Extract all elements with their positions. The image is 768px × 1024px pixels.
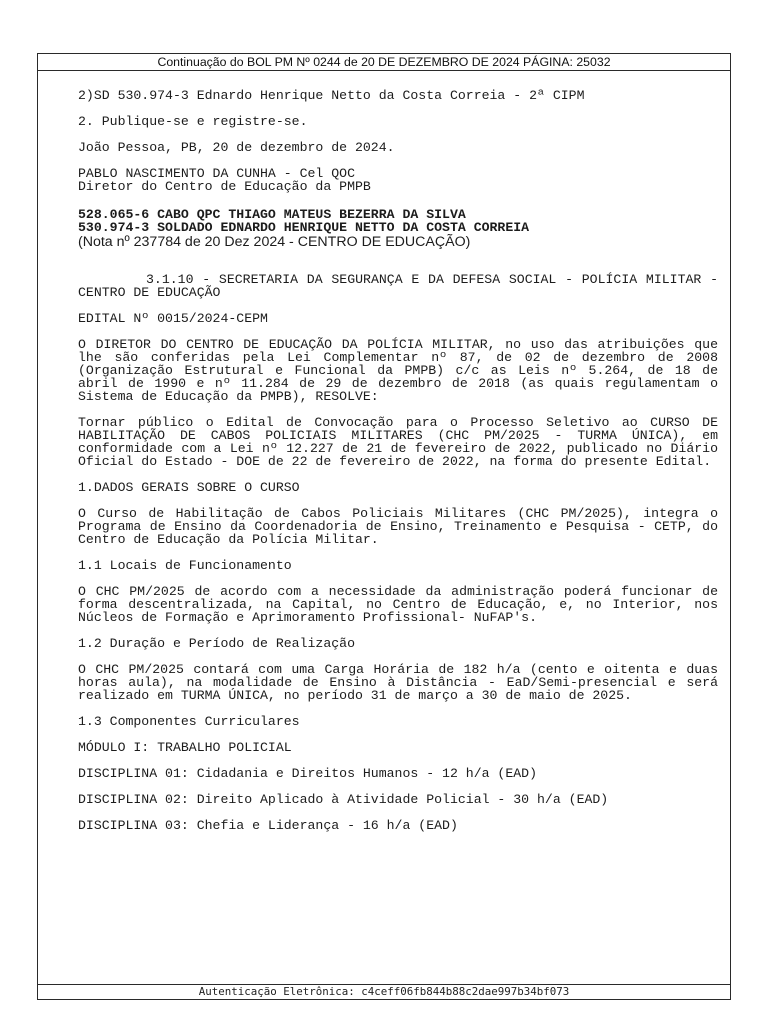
componentes-heading: 1.3 Componentes Curriculares — [78, 714, 300, 729]
disciplina-03: DISCIPLINA 03: Chefia e Liderança - 16 h/a (EAD) — [78, 818, 458, 833]
document-body — [78, 87, 718, 832]
place-date: João Pessoa, PB, 20 de dezembro de 2024. — [78, 140, 395, 155]
director-paragraph: O DIRETOR DO CENTRO DE EDUCAÇÃO DA POLÍCIA MILITAR, no uso das atribuições que lhe são conferidas pela Lei Complementar nº 87, de 02 de dezembro de 2008 (Organização Estrutural e Funcional da PMPB) c/c as Leis nº 5.264, de 18 de abril de 1990 e nº 11.284 de 29 de dezembro de 2018 (as quais regulamentam o Sistema de Educação da PMPB), RESOLVE: — [78, 337, 718, 404]
curso-paragraph: O Curso de Habilitação de Cabos Policiais Militares (CHC PM/2025), integra o Programa de Ensino da Coordenadoria de Ensino, Treinamento e Pesquisa - CETP, do Centro de Educação da Polícia Militar. — [78, 506, 718, 547]
publique-line: 2. Publique-se e registre-se. — [78, 114, 308, 129]
bold-line-1: 528.065-6 CABO QPC THIAGO MATEUS BEZERRA DA SILVA — [78, 207, 466, 222]
signer-name: PABLO NASCIMENTO DA CUNHA - Cel QOC — [78, 166, 355, 181]
bold-line-2: 530.974-3 SOLDADO EDNARDO HENRIQUE NETTO DA COSTA CORREIA — [78, 220, 530, 235]
section-title: 3.1.10 - SECRETARIA DA SEGURANÇA E DA DEFESA SOCIAL - POLÍCIA MILITAR - CENTRO DE EDUCAÇÃO — [78, 272, 718, 300]
page-footer: Autenticação Eletrônica: c4ceff06fb844b88c2dae997b34bf073 — [38, 984, 730, 999]
duracao-heading: 1.2 Duração e Período de Realização — [78, 636, 355, 651]
item-2-sd: 2)SD 530.974-3 Ednardo Henrique Netto da Costa Correia - 2ª CIPM — [78, 88, 585, 103]
locais-paragraph: O CHC PM/2025 de acordo com a necessidade da administração poderá funcionar de forma descentralizada, na Capital, no Centro de Educação, e, no Interior, nos Núcleos de Formação e Aprimoramento Profissional- NuFAP's. — [78, 584, 718, 625]
page-header: Continuação do BOL PM Nº 0244 de 20 DE DEZEMBRO DE 2024 PÁGINA: 25032 — [38, 54, 730, 71]
modulo-line: MÓDULO I: TRABALHO POLICIAL — [78, 740, 292, 755]
dados-gerais-heading: 1.DADOS GERAIS SOBRE O CURSO — [78, 480, 300, 495]
edital-number: EDITAL Nº 0015/2024-CEPM — [78, 311, 268, 326]
disciplina-02: DISCIPLINA 02: Direito Aplicado à Atividade Policial - 30 h/a (EAD) — [78, 792, 609, 807]
duracao-paragraph: O CHC PM/2025 contará com uma Carga Horária de 182 h/a (cento e oitenta e duas horas aula), na modalidade de Ensino à Distância - EaD/Semi-presencial e será realizado em TURMA ÚNICA, no período 31 de março a 30 de maio de 2025. — [78, 662, 718, 703]
tornar-publico-paragraph: Tornar público o Edital de Convocação para o Processo Seletivo ao CURSO DE HABILITAÇÃO DE CABOS POLICIAIS MILITARES (CHC PM/2025 - TURMA ÚNICA), em conformidade com a Lei nº 12.227 de 21 de fevereiro de 2022, publicado no Diário Oficial do Estado - DOE de 22 de fevereiro de 2022, na forma do presente Edital. — [78, 415, 718, 469]
signer-role: Diretor do Centro de Educação da PMPB — [78, 179, 371, 194]
locais-heading: 1.1 Locais de Funcionamento — [78, 558, 292, 573]
nota-line: (Nota nº 237784 de 20 Dez 2024 - CENTRO DE EDUCAÇÃO) — [78, 234, 471, 250]
disciplina-01: DISCIPLINA 01: Cidadania e Direitos Humanos - 12 h/a (EAD) — [78, 766, 537, 781]
page-frame — [37, 53, 731, 1000]
